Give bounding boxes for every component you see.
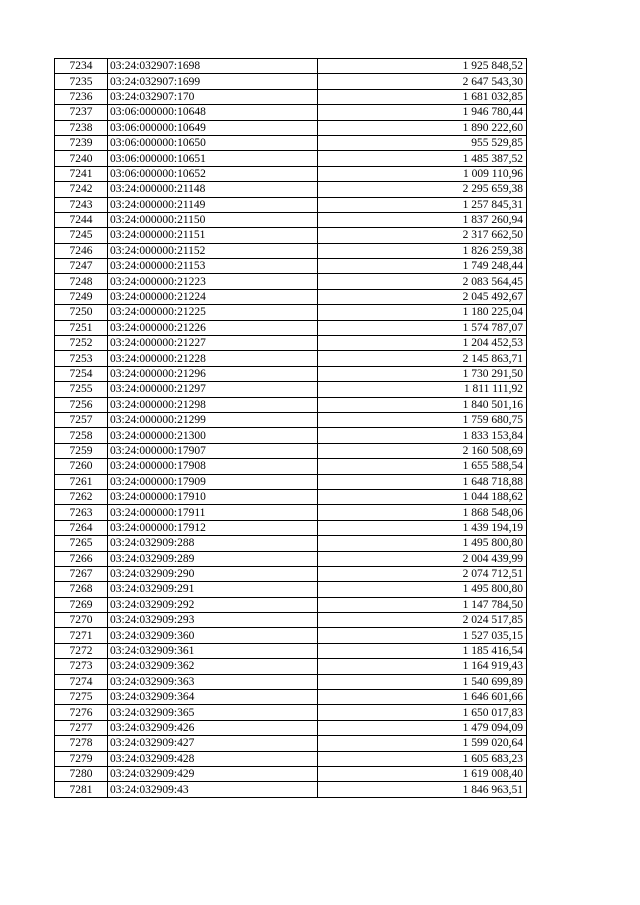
- row-number-cell: 7271: [55, 628, 108, 643]
- table-row: [55, 59, 527, 74]
- table-row: [55, 443, 527, 458]
- row-number-cell: 7280: [55, 766, 108, 781]
- value-cell: 1 185 416,54: [318, 643, 527, 658]
- table-row: [55, 151, 527, 166]
- table-row: [55, 336, 527, 351]
- cadastral-id-cell: 03:24:032907:170: [108, 89, 318, 104]
- cadastral-id-cell: 03:24:032909:429: [108, 766, 318, 781]
- value-cell: 1 730 291,50: [318, 366, 527, 381]
- cadastral-id-cell: 03:06:000000:10648: [108, 105, 318, 120]
- cadastral-id-cell: 03:24:000000:21151: [108, 228, 318, 243]
- cadastral-id-cell: 03:24:032907:1699: [108, 74, 318, 89]
- cadastral-id-cell: 03:24:000000:21228: [108, 351, 318, 366]
- cadastral-id-cell: 03:24:000000:21297: [108, 382, 318, 397]
- cadastral-id-cell: 03:24:000000:17907: [108, 443, 318, 458]
- table-row: [55, 397, 527, 412]
- value-cell: 2 074 712,51: [318, 566, 527, 581]
- value-cell: 1 164 919,43: [318, 659, 527, 674]
- row-number-cell: 7243: [55, 197, 108, 212]
- table-row: [55, 228, 527, 243]
- cadastral-id-cell: 03:24:000000:21223: [108, 274, 318, 289]
- value-cell: 2 160 508,69: [318, 443, 527, 458]
- row-number-cell: 7234: [55, 59, 108, 74]
- row-number-cell: 7241: [55, 166, 108, 181]
- value-cell: 1 619 008,40: [318, 766, 527, 781]
- row-number-cell: 7252: [55, 336, 108, 351]
- row-number-cell: 7257: [55, 412, 108, 427]
- row-number-cell: 7264: [55, 520, 108, 535]
- row-number-cell: 7269: [55, 597, 108, 612]
- value-cell: 1 946 780,44: [318, 105, 527, 120]
- table-body: [55, 59, 527, 798]
- row-number-cell: 7267: [55, 566, 108, 581]
- table-row: [55, 751, 527, 766]
- row-number-cell: 7268: [55, 582, 108, 597]
- value-cell: 1 826 259,38: [318, 243, 527, 258]
- row-number-cell: 7253: [55, 351, 108, 366]
- value-cell: 2 145 863,71: [318, 351, 527, 366]
- cadastral-id-cell: 03:24:000000:21148: [108, 182, 318, 197]
- row-number-cell: 7255: [55, 382, 108, 397]
- row-number-cell: 7258: [55, 428, 108, 443]
- row-number-cell: 7247: [55, 259, 108, 274]
- table-row: [55, 428, 527, 443]
- table-row: [55, 212, 527, 227]
- table-row: [55, 182, 527, 197]
- table-row: [55, 613, 527, 628]
- value-cell: 1 840 501,16: [318, 397, 527, 412]
- table-row: [55, 566, 527, 581]
- table-row: [55, 74, 527, 89]
- table-row: [55, 412, 527, 427]
- row-number-cell: 7237: [55, 105, 108, 120]
- row-number-cell: 7248: [55, 274, 108, 289]
- value-cell: 1 837 260,94: [318, 212, 527, 227]
- table-row: [55, 643, 527, 658]
- table-row: [55, 166, 527, 181]
- cadastral-id-cell: 03:24:032909:288: [108, 536, 318, 551]
- cadastral-id-cell: 03:24:032909:363: [108, 674, 318, 689]
- row-number-cell: 7235: [55, 74, 108, 89]
- table-row: [55, 197, 527, 212]
- table-row: [55, 89, 527, 104]
- cadastral-id-cell: 03:24:000000:21152: [108, 243, 318, 258]
- table-row: [55, 274, 527, 289]
- row-number-cell: 7240: [55, 151, 108, 166]
- row-number-cell: 7236: [55, 89, 108, 104]
- row-number-cell: 7249: [55, 289, 108, 304]
- value-cell: 1 147 784,50: [318, 597, 527, 612]
- table-row: [55, 366, 527, 381]
- table-row: [55, 305, 527, 320]
- value-cell: 1 650 017,83: [318, 705, 527, 720]
- cadastral-id-cell: 03:24:032909:361: [108, 643, 318, 658]
- row-number-cell: 7239: [55, 135, 108, 150]
- cadastral-id-cell: 03:24:000000:21227: [108, 336, 318, 351]
- row-number-cell: 7277: [55, 720, 108, 735]
- table-row: [55, 382, 527, 397]
- value-cell: 1 479 094,09: [318, 720, 527, 735]
- cadastral-id-cell: 03:06:000000:10650: [108, 135, 318, 150]
- cadastral-id-cell: 03:24:000000:17908: [108, 459, 318, 474]
- row-number-cell: 7270: [55, 613, 108, 628]
- cadastral-id-cell: 03:06:000000:10651: [108, 151, 318, 166]
- cadastral-id-cell: 03:24:032909:426: [108, 720, 318, 735]
- value-cell: 1 811 111,92: [318, 382, 527, 397]
- row-number-cell: 7262: [55, 489, 108, 504]
- table-row: [55, 135, 527, 150]
- row-number-cell: 7272: [55, 643, 108, 658]
- cadastral-id-cell: 03:24:032909:293: [108, 613, 318, 628]
- row-number-cell: 7276: [55, 705, 108, 720]
- cadastral-id-cell: 03:24:000000:21299: [108, 412, 318, 427]
- cadastral-id-cell: 03:06:000000:10649: [108, 120, 318, 135]
- cadastral-id-cell: 03:24:032909:291: [108, 582, 318, 597]
- row-number-cell: 7250: [55, 305, 108, 320]
- cadastral-id-cell: 03:24:032909:43: [108, 782, 318, 797]
- table-row: [55, 536, 527, 551]
- cadastral-id-cell: 03:24:032909:292: [108, 597, 318, 612]
- table-row: [55, 474, 527, 489]
- cadastral-id-cell: 03:24:000000:21225: [108, 305, 318, 320]
- value-cell: 2 024 517,85: [318, 613, 527, 628]
- table-row: [55, 659, 527, 674]
- value-cell: 1 257 845,31: [318, 197, 527, 212]
- cadastral-id-cell: 03:24:000000:21150: [108, 212, 318, 227]
- value-cell: 2 004 439,99: [318, 551, 527, 566]
- table-row: [55, 105, 527, 120]
- table-row: [55, 351, 527, 366]
- cadastral-id-cell: 03:24:032909:427: [108, 736, 318, 751]
- table-row: [55, 505, 527, 520]
- cadastral-id-cell: 03:24:000000:21226: [108, 320, 318, 335]
- row-number-cell: 7245: [55, 228, 108, 243]
- table-row: [55, 243, 527, 258]
- value-cell: 1 655 588,54: [318, 459, 527, 474]
- cadastral-id-cell: 03:24:032909:428: [108, 751, 318, 766]
- value-cell: 1 044 188,62: [318, 489, 527, 504]
- row-number-cell: 7279: [55, 751, 108, 766]
- row-number-cell: 7242: [55, 182, 108, 197]
- row-number-cell: 7274: [55, 674, 108, 689]
- table-row: [55, 736, 527, 751]
- cadastral-id-cell: 03:24:000000:21300: [108, 428, 318, 443]
- value-cell: 1 599 020,64: [318, 736, 527, 751]
- table-row: [55, 720, 527, 735]
- row-number-cell: 7244: [55, 212, 108, 227]
- table-row: [55, 320, 527, 335]
- row-number-cell: 7281: [55, 782, 108, 797]
- cadastral-id-cell: 03:24:032909:289: [108, 551, 318, 566]
- table-row: [55, 766, 527, 781]
- value-cell: 1 868 548,06: [318, 505, 527, 520]
- table-row: [55, 674, 527, 689]
- table-row: [55, 551, 527, 566]
- data-table: [54, 58, 527, 798]
- cadastral-id-cell: 03:24:032909:365: [108, 705, 318, 720]
- value-cell: 1 009 110,96: [318, 166, 527, 181]
- row-number-cell: 7238: [55, 120, 108, 135]
- table-row: [55, 520, 527, 535]
- value-cell: 1 495 800,80: [318, 582, 527, 597]
- row-number-cell: 7275: [55, 690, 108, 705]
- value-cell: 2 317 662,50: [318, 228, 527, 243]
- row-number-cell: 7261: [55, 474, 108, 489]
- cadastral-id-cell: 03:24:032909:364: [108, 690, 318, 705]
- cadastral-id-cell: 03:24:000000:21296: [108, 366, 318, 381]
- table-row: [55, 489, 527, 504]
- value-cell: 1 749 248,44: [318, 259, 527, 274]
- table-row: [55, 120, 527, 135]
- cadastral-id-cell: 03:06:000000:10652: [108, 166, 318, 181]
- value-cell: 1 681 032,85: [318, 89, 527, 104]
- value-cell: 1 833 153,84: [318, 428, 527, 443]
- table-row: [55, 782, 527, 797]
- cadastral-id-cell: 03:24:000000:21224: [108, 289, 318, 304]
- cadastral-id-cell: 03:24:032907:1698: [108, 59, 318, 74]
- cadastral-id-cell: 03:24:032909:290: [108, 566, 318, 581]
- value-cell: 1 204 452,53: [318, 336, 527, 351]
- cadastral-id-cell: 03:24:032909:360: [108, 628, 318, 643]
- cadastral-id-cell: 03:24:000000:17911: [108, 505, 318, 520]
- row-number-cell: 7251: [55, 320, 108, 335]
- value-cell: 1 439 194,19: [318, 520, 527, 535]
- value-cell: 1 648 718,88: [318, 474, 527, 489]
- table-row: [55, 705, 527, 720]
- cadastral-id-cell: 03:24:000000:17912: [108, 520, 318, 535]
- row-number-cell: 7254: [55, 366, 108, 381]
- table-row: [55, 259, 527, 274]
- cadastral-id-cell: 03:24:000000:17910: [108, 489, 318, 504]
- value-cell: 955 529,85: [318, 135, 527, 150]
- value-cell: 2 083 564,45: [318, 274, 527, 289]
- cadastral-id-cell: 03:24:000000:21153: [108, 259, 318, 274]
- value-cell: 2 295 659,38: [318, 182, 527, 197]
- value-cell: 1 180 225,04: [318, 305, 527, 320]
- cadastral-id-cell: 03:24:000000:21149: [108, 197, 318, 212]
- row-number-cell: 7263: [55, 505, 108, 520]
- table-row: [55, 690, 527, 705]
- table-row: [55, 582, 527, 597]
- row-number-cell: 7278: [55, 736, 108, 751]
- row-number-cell: 7260: [55, 459, 108, 474]
- row-number-cell: 7266: [55, 551, 108, 566]
- row-number-cell: 7273: [55, 659, 108, 674]
- value-cell: 1 605 683,23: [318, 751, 527, 766]
- row-number-cell: 7256: [55, 397, 108, 412]
- row-number-cell: 7259: [55, 443, 108, 458]
- value-cell: 1 574 787,07: [318, 320, 527, 335]
- row-number-cell: 7265: [55, 536, 108, 551]
- cadastral-id-cell: 03:24:032909:362: [108, 659, 318, 674]
- value-cell: 1 925 848,52: [318, 59, 527, 74]
- row-number-cell: 7246: [55, 243, 108, 258]
- value-cell: 1 759 680,75: [318, 412, 527, 427]
- table-row: [55, 289, 527, 304]
- value-cell: 1 495 800,80: [318, 536, 527, 551]
- value-cell: 1 846 963,51: [318, 782, 527, 797]
- value-cell: 2 045 492,67: [318, 289, 527, 304]
- value-cell: 1 540 699,89: [318, 674, 527, 689]
- table-row: [55, 597, 527, 612]
- value-cell: 1 646 601,66: [318, 690, 527, 705]
- cadastral-id-cell: 03:24:000000:21298: [108, 397, 318, 412]
- cadastral-id-cell: 03:24:000000:17909: [108, 474, 318, 489]
- value-cell: 2 647 543,30: [318, 74, 527, 89]
- value-cell: 1 485 387,52: [318, 151, 527, 166]
- value-cell: 1 527 035,15: [318, 628, 527, 643]
- table-row: [55, 628, 527, 643]
- table-row: [55, 459, 527, 474]
- value-cell: 1 890 222,60: [318, 120, 527, 135]
